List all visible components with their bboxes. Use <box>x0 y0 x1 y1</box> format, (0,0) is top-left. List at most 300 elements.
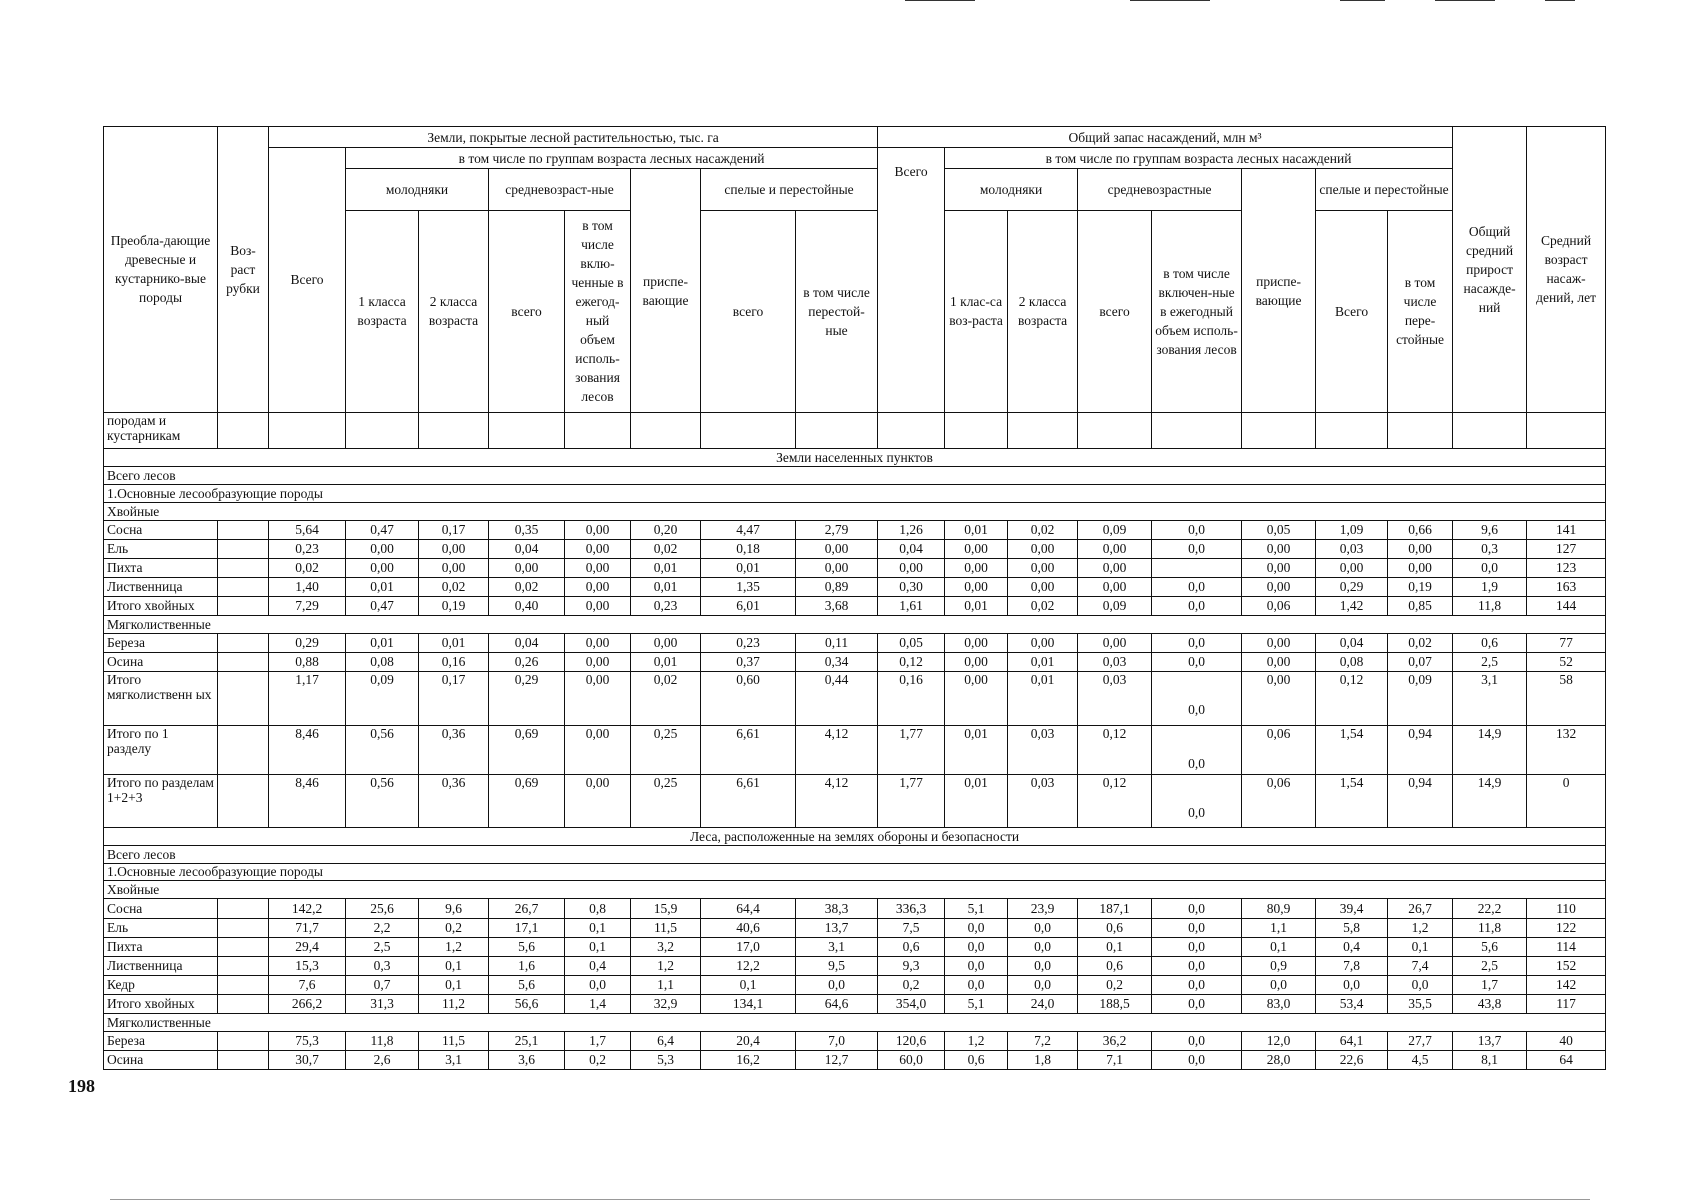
cell-value: 0,00 <box>1316 558 1388 577</box>
empty-cell <box>419 412 489 448</box>
cell-value: 141 <box>1527 520 1606 539</box>
table-row <box>104 652 1606 671</box>
cell-value <box>218 774 269 827</box>
cell-value: 1,9 <box>1453 577 1527 596</box>
cell-value: 0,26 <box>489 652 565 671</box>
row-label: Береза <box>104 633 218 652</box>
cell-value: 7,5 <box>878 918 945 937</box>
empty-cell <box>701 412 796 448</box>
cell-value: 0,01 <box>346 577 419 596</box>
empty-cell <box>1453 412 1527 448</box>
cell-value: 0,0 <box>1152 520 1242 539</box>
cell-value: 0,0 <box>1008 956 1078 975</box>
cell-value: 0,00 <box>565 577 631 596</box>
header-area-by-age: в том числе по группам возраста лесных насаждений <box>346 148 878 169</box>
cell-value: 2,5 <box>346 937 419 956</box>
cell-value: 0,7 <box>346 975 419 994</box>
cell-value: 1,42 <box>1316 596 1388 615</box>
empty-cell <box>945 412 1008 448</box>
cell-value: 0,01 <box>945 725 1008 774</box>
cell-value: 0,08 <box>1316 652 1388 671</box>
cell-value: 0,01 <box>945 520 1008 539</box>
cell-value: 122 <box>1527 918 1606 937</box>
cell-value: 0,00 <box>1078 539 1152 558</box>
cell-value: 0,4 <box>1316 937 1388 956</box>
cell-value: 11,2 <box>419 994 489 1013</box>
cell-value: 0,2 <box>565 1050 631 1069</box>
empty-cell <box>489 412 565 448</box>
cell-value: 0,0 <box>1152 994 1242 1013</box>
cell-value: 0,1 <box>419 975 489 994</box>
cell-value: 7,29 <box>269 596 346 615</box>
cell-value: 0,00 <box>878 558 945 577</box>
cell-value: 0,03 <box>1008 774 1078 827</box>
cell-value: 0,94 <box>1388 725 1453 774</box>
cell-value: 39,4 <box>1316 899 1388 918</box>
cell-value: 336,3 <box>878 899 945 918</box>
table-row <box>104 466 1606 484</box>
table-row <box>104 918 1606 937</box>
row-label: Итого мягколиственн ых <box>104 671 218 725</box>
table-row <box>104 1031 1606 1050</box>
cell-value: 75,3 <box>269 1031 346 1050</box>
table-row <box>104 937 1606 956</box>
cell-value: 0,12 <box>1078 725 1152 774</box>
cell-value: 35,5 <box>1388 994 1453 1013</box>
cell-value: 0,00 <box>565 774 631 827</box>
cell-value: 0,00 <box>945 652 1008 671</box>
cell-value: 4,12 <box>796 774 878 827</box>
table-row <box>104 994 1606 1013</box>
cell-value: 144 <box>1527 596 1606 615</box>
empty-cell <box>631 412 701 448</box>
cell-value: 0,06 <box>1242 774 1316 827</box>
cell-value: 0,1 <box>419 956 489 975</box>
cell-value: 0,0 <box>1152 1031 1242 1050</box>
cell-value: 60,0 <box>878 1050 945 1069</box>
empty-cell <box>796 412 878 448</box>
cell-value: 0,3 <box>346 956 419 975</box>
cell-value: 1,2 <box>419 937 489 956</box>
cell-value: 9,6 <box>1453 520 1527 539</box>
cell-value: 0,2 <box>419 918 489 937</box>
header-class1: 1 класса возраста <box>346 210 419 412</box>
cell-value: 266,2 <box>269 994 346 1013</box>
cell-value: 11,5 <box>419 1031 489 1050</box>
cell-value: 0,04 <box>489 539 565 558</box>
cell-value: 0,4 <box>565 956 631 975</box>
cell-value: 5,6 <box>489 975 565 994</box>
table-row <box>104 412 1606 448</box>
cell-value: 0,0 <box>1152 633 1242 652</box>
row-label: Итого хвойных <box>104 596 218 615</box>
cell-value: 0 <box>1527 774 1606 827</box>
cell-value: 5,1 <box>945 899 1008 918</box>
empty-cell <box>1527 412 1606 448</box>
cell-value: 120,6 <box>878 1031 945 1050</box>
cell-value: 6,61 <box>701 725 796 774</box>
cell-value: 12,2 <box>701 956 796 975</box>
cell-value: 0,00 <box>1008 539 1078 558</box>
cell-value: 5,6 <box>1453 937 1527 956</box>
cell-value: 4,12 <box>796 725 878 774</box>
cell-value <box>218 918 269 937</box>
cell-value: 0,00 <box>945 577 1008 596</box>
cell-value: 20,4 <box>701 1031 796 1050</box>
cell-value <box>218 558 269 577</box>
cell-value: 0,0 <box>1152 937 1242 956</box>
group-label: Хвойные <box>104 881 1606 899</box>
cell-value: 0,00 <box>565 725 631 774</box>
header-mature-over: в том числе перестой-ные <box>796 210 878 412</box>
row-label: Итого хвойных <box>104 994 218 1013</box>
cell-value: 17,1 <box>489 918 565 937</box>
cell-value: 0,29 <box>489 671 565 725</box>
cell-value: 40 <box>1527 1031 1606 1050</box>
cell-value: 0,01 <box>346 633 419 652</box>
cell-value: 0,03 <box>1008 725 1078 774</box>
cell-value: 77 <box>1527 633 1606 652</box>
cell-value: 0,11 <box>796 633 878 652</box>
cell-value: 1,77 <box>878 725 945 774</box>
cell-value: 0,34 <box>796 652 878 671</box>
header-stock-mid-total: всего <box>1078 210 1152 412</box>
cell-value <box>218 633 269 652</box>
cell-value <box>218 577 269 596</box>
cell-value: 0,69 <box>489 774 565 827</box>
cell-value: 38,3 <box>796 899 878 918</box>
cell-value: 0,00 <box>565 539 631 558</box>
table-row <box>104 956 1606 975</box>
cell-value <box>218 671 269 725</box>
cell-value: 32,9 <box>631 994 701 1013</box>
row-label: Сосна <box>104 520 218 539</box>
cell-value: 0,00 <box>796 539 878 558</box>
cell-value: 0,6 <box>1078 956 1152 975</box>
row-label: Осина <box>104 1050 218 1069</box>
header-stock-young: молодняки <box>945 169 1078 210</box>
cell-value: 15,9 <box>631 899 701 918</box>
header-avg-age: Средний возраст насаж-дений, лет <box>1527 127 1606 413</box>
cell-value: 132 <box>1527 725 1606 774</box>
cell-value: 8,1 <box>1453 1050 1527 1069</box>
table-row <box>104 596 1606 615</box>
empty-cell <box>1078 412 1152 448</box>
cell-value: 3,1 <box>419 1050 489 1069</box>
cell-value: 0,2 <box>878 975 945 994</box>
cell-value: 0,0 <box>1453 558 1527 577</box>
cell-value: 0,01 <box>631 577 701 596</box>
cell-value: 123 <box>1527 558 1606 577</box>
empty-cell <box>1008 412 1078 448</box>
cell-value: 0,25 <box>631 725 701 774</box>
cell-value: 2,6 <box>346 1050 419 1069</box>
cell-value: 1,2 <box>945 1031 1008 1050</box>
cell-value: 0,00 <box>565 558 631 577</box>
cell-value: 4,47 <box>701 520 796 539</box>
cell-value: 114 <box>1527 937 1606 956</box>
cell-value: 0,36 <box>419 774 489 827</box>
cell-value: 0,00 <box>565 633 631 652</box>
cell-value: 0,00 <box>1008 558 1078 577</box>
cell-value: 0,16 <box>878 671 945 725</box>
cell-value <box>218 994 269 1013</box>
cell-value: 0,0 <box>945 956 1008 975</box>
cell-value: 31,3 <box>346 994 419 1013</box>
cell-value: 0,18 <box>701 539 796 558</box>
cell-value: 0,89 <box>796 577 878 596</box>
cell-value: 53,4 <box>1316 994 1388 1013</box>
cell-value: 5,1 <box>945 994 1008 1013</box>
cell-value: 0,29 <box>1316 577 1388 596</box>
cell-value: 0,1 <box>1078 937 1152 956</box>
group-label: 1.Основные лесообразующие породы <box>104 484 1606 502</box>
row-label: Пихта <box>104 558 218 577</box>
cell-value: 134,1 <box>701 994 796 1013</box>
cell-value: 0,00 <box>796 558 878 577</box>
cell-value: 0,47 <box>346 520 419 539</box>
cell-value: 0,01 <box>1008 652 1078 671</box>
table-row <box>104 725 1606 774</box>
cell-value: 1,4 <box>565 994 631 1013</box>
cell-value: 0,00 <box>346 539 419 558</box>
cell-value: 0,23 <box>269 539 346 558</box>
cell-value: 5,3 <box>631 1050 701 1069</box>
cell-value: 0,6 <box>1453 633 1527 652</box>
scan-edge-mark <box>905 0 975 1</box>
cell-value: 0,01 <box>1008 671 1078 725</box>
cell-value: 24,0 <box>1008 994 1078 1013</box>
cell-value: 0,36 <box>419 725 489 774</box>
cell-value: 152 <box>1527 956 1606 975</box>
cell-value: 27,7 <box>1388 1031 1453 1050</box>
cell-value: 0,85 <box>1388 596 1453 615</box>
cell-value: 2,5 <box>1453 956 1527 975</box>
row-label: Итого по 1 разделу <box>104 725 218 774</box>
forest-fund-table-frame <box>103 126 1605 1070</box>
header-stock-mature-over: в том числе пере-стойные <box>1388 210 1453 412</box>
table-row <box>104 863 1606 881</box>
cell-value: 0,08 <box>346 652 419 671</box>
cell-value: 1,26 <box>878 520 945 539</box>
cell-value: 0,00 <box>945 633 1008 652</box>
header-species: Преобла-дающие древесные и кустарнико-вые породы <box>104 127 218 413</box>
empty-cell <box>346 412 419 448</box>
header-cutting-age: Воз-раст рубки <box>218 127 269 413</box>
cell-value <box>218 520 269 539</box>
cell-value: 0,09 <box>1388 671 1453 725</box>
cell-value: 58 <box>1527 671 1606 725</box>
cell-value: 0,09 <box>1078 520 1152 539</box>
cell-value: 0,0 <box>1152 652 1242 671</box>
cell-value: 0,04 <box>489 633 565 652</box>
cell-value: 0,0 <box>1008 975 1078 994</box>
section-title: Леса, расположенные на землях обороны и безопасности <box>104 827 1606 845</box>
cell-value: 25,6 <box>346 899 419 918</box>
cell-value: 0,23 <box>701 633 796 652</box>
cell-value <box>1152 558 1242 577</box>
cell-value: 0,00 <box>565 671 631 725</box>
cell-value: 0,17 <box>419 520 489 539</box>
cell-value: 0,05 <box>1242 520 1316 539</box>
cell-value: 5,8 <box>1316 918 1388 937</box>
cell-value: 3,1 <box>796 937 878 956</box>
cell-value: 0,0 <box>565 975 631 994</box>
cell-value: 11,8 <box>1453 918 1527 937</box>
cell-value: 6,4 <box>631 1031 701 1050</box>
cell-value <box>218 956 269 975</box>
cell-value: 1,7 <box>1453 975 1527 994</box>
cell-value: 16,2 <box>701 1050 796 1069</box>
cell-value: 1,09 <box>1316 520 1388 539</box>
cell-value: 1,1 <box>1242 918 1316 937</box>
cell-value: 0,37 <box>701 652 796 671</box>
scan-edge-mark <box>1435 0 1495 1</box>
cell-value: 0,04 <box>1316 633 1388 652</box>
cell-value: 1,40 <box>269 577 346 596</box>
table-row <box>104 975 1606 994</box>
header-stock-class1: 1 клас-са воз-раста <box>945 210 1008 412</box>
cell-value: 142,2 <box>269 899 346 918</box>
cell-value: 0,0 <box>945 937 1008 956</box>
cell-value: 0,0 <box>1008 937 1078 956</box>
cell-value: 0,1 <box>565 937 631 956</box>
table-row <box>104 899 1606 918</box>
cell-value: 0,0 <box>1152 577 1242 596</box>
cell-value: 64,4 <box>701 899 796 918</box>
cell-value: 64,6 <box>796 994 878 1013</box>
cell-value: 0,00 <box>1242 671 1316 725</box>
forest-fund-table <box>103 126 1606 1070</box>
page-number: 198 <box>68 1076 95 1096</box>
group-label: Хвойные <box>104 502 1606 520</box>
cell-value: 0,06 <box>1242 596 1316 615</box>
row-label: Осина <box>104 652 218 671</box>
header-class2: 2 класса возраста <box>419 210 489 412</box>
cell-value: 0,12 <box>1078 774 1152 827</box>
table-row <box>104 558 1606 577</box>
cell-value: 0,05 <box>878 633 945 652</box>
table-row <box>104 774 1606 827</box>
table-body <box>104 412 1606 1069</box>
cell-value: 127 <box>1527 539 1606 558</box>
cell-value <box>218 596 269 615</box>
cell-value: 3,2 <box>631 937 701 956</box>
cell-value: 7,2 <box>1008 1031 1078 1050</box>
cell-value: 0,00 <box>1242 539 1316 558</box>
table-row <box>104 845 1606 863</box>
cell-value: 2,2 <box>346 918 419 937</box>
cell-value: 0,0 <box>1152 918 1242 937</box>
cell-value: 0,00 <box>346 558 419 577</box>
cell-value: 0,1 <box>1242 937 1316 956</box>
cell-value: 6,61 <box>701 774 796 827</box>
cell-value: 0,01 <box>631 558 701 577</box>
cell-value: 0,40 <box>489 596 565 615</box>
group-label: Всего лесов <box>104 845 1606 863</box>
cell-value: 0,06 <box>1242 725 1316 774</box>
cell-value: 11,8 <box>346 1031 419 1050</box>
cell-value: 71,7 <box>269 918 346 937</box>
cell-value: 0,29 <box>269 633 346 652</box>
cell-value: 0,00 <box>1008 577 1078 596</box>
cell-value <box>218 539 269 558</box>
header-middle: средневозраст-ные <box>489 169 631 210</box>
cell-value: 56,6 <box>489 994 565 1013</box>
row-label: Кедр <box>104 975 218 994</box>
cell-value: 0,04 <box>878 539 945 558</box>
cell-value: 0,6 <box>1078 918 1152 937</box>
cell-value: 0,00 <box>945 558 1008 577</box>
cell-value: 188,5 <box>1078 994 1152 1013</box>
cell-value: 0,66 <box>1388 520 1453 539</box>
cell-value: 0,00 <box>489 558 565 577</box>
cell-value: 17,0 <box>701 937 796 956</box>
cell-value: 0,6 <box>878 937 945 956</box>
scan-edge-mark <box>1545 0 1575 1</box>
header-mature: спелые и перестойные <box>701 169 878 210</box>
empty-cell <box>218 412 269 448</box>
header-area-group: Земли, покрытые лесной растительностью, тыс. га <box>269 127 878 148</box>
cell-value: 1,35 <box>701 577 796 596</box>
cell-value: 0,47 <box>346 596 419 615</box>
cell-value: 80,9 <box>1242 899 1316 918</box>
cell-value: 0,01 <box>945 596 1008 615</box>
cell-value: 1,77 <box>878 774 945 827</box>
cell-value: 0,56 <box>346 725 419 774</box>
section-title: Земли населенных пунктов <box>104 448 1606 466</box>
table-header <box>104 127 1606 413</box>
header-young: молодняки <box>346 169 489 210</box>
header-mid-total: всего <box>489 210 565 412</box>
cell-value: 1,17 <box>269 671 346 725</box>
table-row <box>104 539 1606 558</box>
table-row <box>104 633 1606 652</box>
cell-value: 1,2 <box>631 956 701 975</box>
cell-value: 0,1 <box>565 918 631 937</box>
cell-value: 0,00 <box>1078 633 1152 652</box>
header-area-total: Всего <box>269 148 346 413</box>
cell-value: 64,1 <box>1316 1031 1388 1050</box>
cell-value: 0,0 <box>1152 1050 1242 1069</box>
cell-value: 4,5 <box>1388 1050 1453 1069</box>
cell-value: 1,2 <box>1388 918 1453 937</box>
group-label: 1.Основные лесообразующие породы <box>104 863 1606 881</box>
table-row <box>104 484 1606 502</box>
cell-value: 0,0 <box>1152 725 1242 774</box>
row-label: Сосна <box>104 899 218 918</box>
cell-value: 0,19 <box>419 596 489 615</box>
cell-value: 0,02 <box>631 671 701 725</box>
cell-value: 0,01 <box>631 652 701 671</box>
table-row <box>104 671 1606 725</box>
cell-value: 7,0 <box>796 1031 878 1050</box>
table-row <box>104 1013 1606 1031</box>
cell-value: 43,8 <box>1453 994 1527 1013</box>
table-row <box>104 881 1606 899</box>
cell-value: 0,00 <box>1242 577 1316 596</box>
cell-value: 0,44 <box>796 671 878 725</box>
cell-value: 0,00 <box>1078 558 1152 577</box>
cell-value: 14,9 <box>1453 725 1527 774</box>
cell-value: 0,01 <box>419 633 489 652</box>
cell-value: 7,1 <box>1078 1050 1152 1069</box>
header-mature-total: всего <box>701 210 796 412</box>
cell-value: 0,02 <box>419 577 489 596</box>
cell-value: 26,7 <box>1388 899 1453 918</box>
cell-value: 0,02 <box>631 539 701 558</box>
scan-edge-mark <box>1340 0 1385 1</box>
